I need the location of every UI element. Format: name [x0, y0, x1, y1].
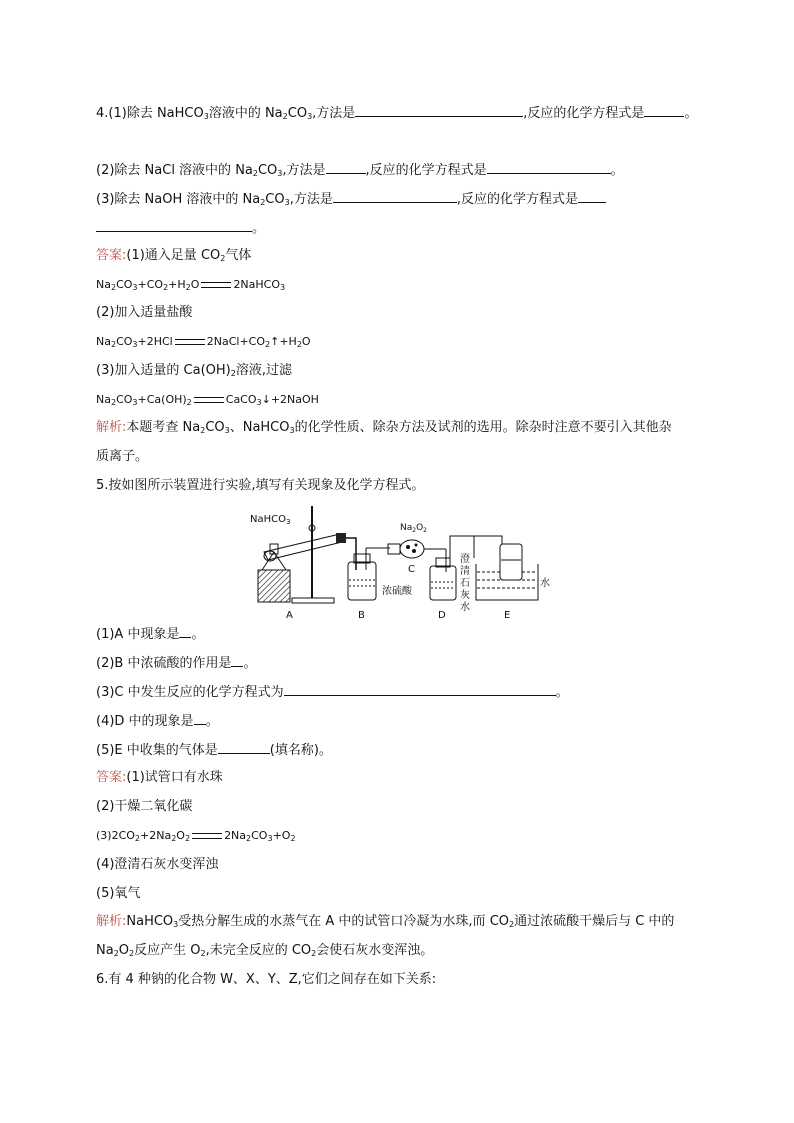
- water-label: 水: [540, 578, 550, 589]
- q5-s4: (4)D 中的现象是 。: [96, 711, 219, 731]
- ans5-line5: (5)氧气: [96, 886, 141, 901]
- ans4-line2: (2)加入适量盐酸: [96, 305, 193, 320]
- explanation-label: 解析:: [96, 914, 127, 929]
- ans4-line1: 答案:(1)通入足量 $CO_2$气体: [96, 248, 252, 263]
- answer-blank[interactable]: [326, 160, 366, 174]
- q5-s5: (5)E 中收集的气体是 (填名称)。: [96, 740, 332, 760]
- answer-label: 答案:: [96, 770, 127, 785]
- answer-blank[interactable]: [231, 653, 243, 667]
- nahco3-label: NaHCO$_3$: [250, 514, 291, 526]
- equals-sign: [175, 339, 205, 345]
- ans4-eq3: $Na_2CO_3+Ca(OH)_2$ CaCO$_3$↓+2NaOH: [96, 393, 319, 407]
- answer-blank[interactable]: [644, 103, 684, 117]
- ans5-line2: (2)干燥二氧化碳: [96, 799, 193, 814]
- equals-sign: [194, 397, 224, 403]
- ans5-eq: $(3)2CO_2+2Na_2O_2$ $2Na_2CO_3+O_2$: [96, 829, 296, 843]
- iron-stand: [292, 506, 334, 603]
- answer-blank[interactable]: [487, 160, 611, 174]
- exp5-line1: 解析:NaHCO$_3$受热分解生成的水蒸气在 A 中的试管口冷凝为水珠,而 $CO_2$通过浓硫酸干燥后与 C 中的: [96, 914, 675, 929]
- limewater-char: 澄: [460, 554, 470, 565]
- q4-part2: (2)除去 NaCl 溶液中的 $Na_2CO_3$,方法是 ,反应的化学方程式是 。: [96, 160, 624, 180]
- q6-stem: 6.有 4 种钠的化合物 W、X、Y、Z,它们之间存在如下关系:: [96, 972, 437, 987]
- q4-part3: (3)除去 NaOH 溶液中的 $Na_2CO_3$,方法是 ,反应的化学方程式是: [96, 189, 606, 209]
- apparatus-figure: [240, 500, 560, 622]
- q4-part1: 4.(1)除去 NaHCO$_3$溶液中的 $Na_2CO_3$,方法是 ,反应的化学方程式是 。: [96, 103, 697, 123]
- answer-blank[interactable]: [179, 624, 191, 638]
- q4-part3-cont: 。: [96, 218, 265, 238]
- answer-blank[interactable]: [218, 740, 270, 754]
- na2o2-label: $Na_2O_2$: [400, 523, 427, 534]
- answer-label: 答案:: [96, 248, 127, 263]
- ans5-line1: 答案:(1)试管口有水珠: [96, 770, 223, 785]
- test-tube: [264, 533, 346, 561]
- q5-s2: (2)B 中浓硫酸的作用是 。: [96, 653, 256, 673]
- answer-blank[interactable]: [96, 218, 252, 232]
- limewater-char: 灰: [460, 590, 470, 601]
- equals-sign: [201, 282, 231, 288]
- answer-blank[interactable]: [284, 682, 556, 696]
- ans4-line3: (3)加入适量的 $Ca(OH)_2$溶液,过滤: [96, 363, 292, 378]
- ans5-line4: (4)澄清石灰水变浑浊: [96, 857, 219, 872]
- ans4-eq1: $Na_2CO_3+CO_2+H_2O$ 2NaHCO$_3$: [96, 278, 286, 292]
- limewater-char: 石: [460, 578, 470, 589]
- answer-blank[interactable]: [194, 711, 206, 725]
- explanation-label: 解析:: [96, 420, 127, 435]
- q5-stem: 5.按如图所示装置进行实验,填写有关现象及化学方程式。: [96, 478, 425, 493]
- label-a: A: [286, 610, 293, 621]
- acid-label: 浓硫酸: [382, 586, 412, 597]
- ans4-eq2: $Na_2CO_3+2HCl$ $2NaCl+CO_2↑+H_2O$: [96, 335, 311, 349]
- limewater-char: 清: [460, 566, 470, 577]
- label-e: E: [504, 610, 511, 621]
- answer-blank[interactable]: [578, 189, 606, 203]
- label-c: C: [408, 564, 415, 575]
- water-trough-e: [476, 544, 538, 600]
- q5-s3: (3)C 中发生反应的化学方程式为 。: [96, 682, 569, 702]
- exp4-line2: 质离子。: [96, 449, 149, 464]
- answer-blank[interactable]: [355, 103, 523, 117]
- q5-s1: (1)A 中现象是 。: [96, 624, 204, 644]
- answer-blank[interactable]: [333, 189, 457, 203]
- equals-sign: [192, 833, 222, 839]
- drying-tube-c: [388, 540, 446, 558]
- label-d: D: [438, 610, 446, 621]
- exp4-line1: 解析:本题考查 $Na_2CO_3$、NaHCO$_3$的化学性质、除杂方法及试剂的选用。除杂时注意不要引入其他杂: [96, 420, 672, 435]
- label-b: B: [358, 610, 365, 621]
- exp5-line2: $Na_2O_2$反应产生 $O_2$,未完全反应的 $CO_2$会使石灰水变浑浊。: [96, 943, 434, 958]
- limewater-char: 水: [460, 602, 470, 613]
